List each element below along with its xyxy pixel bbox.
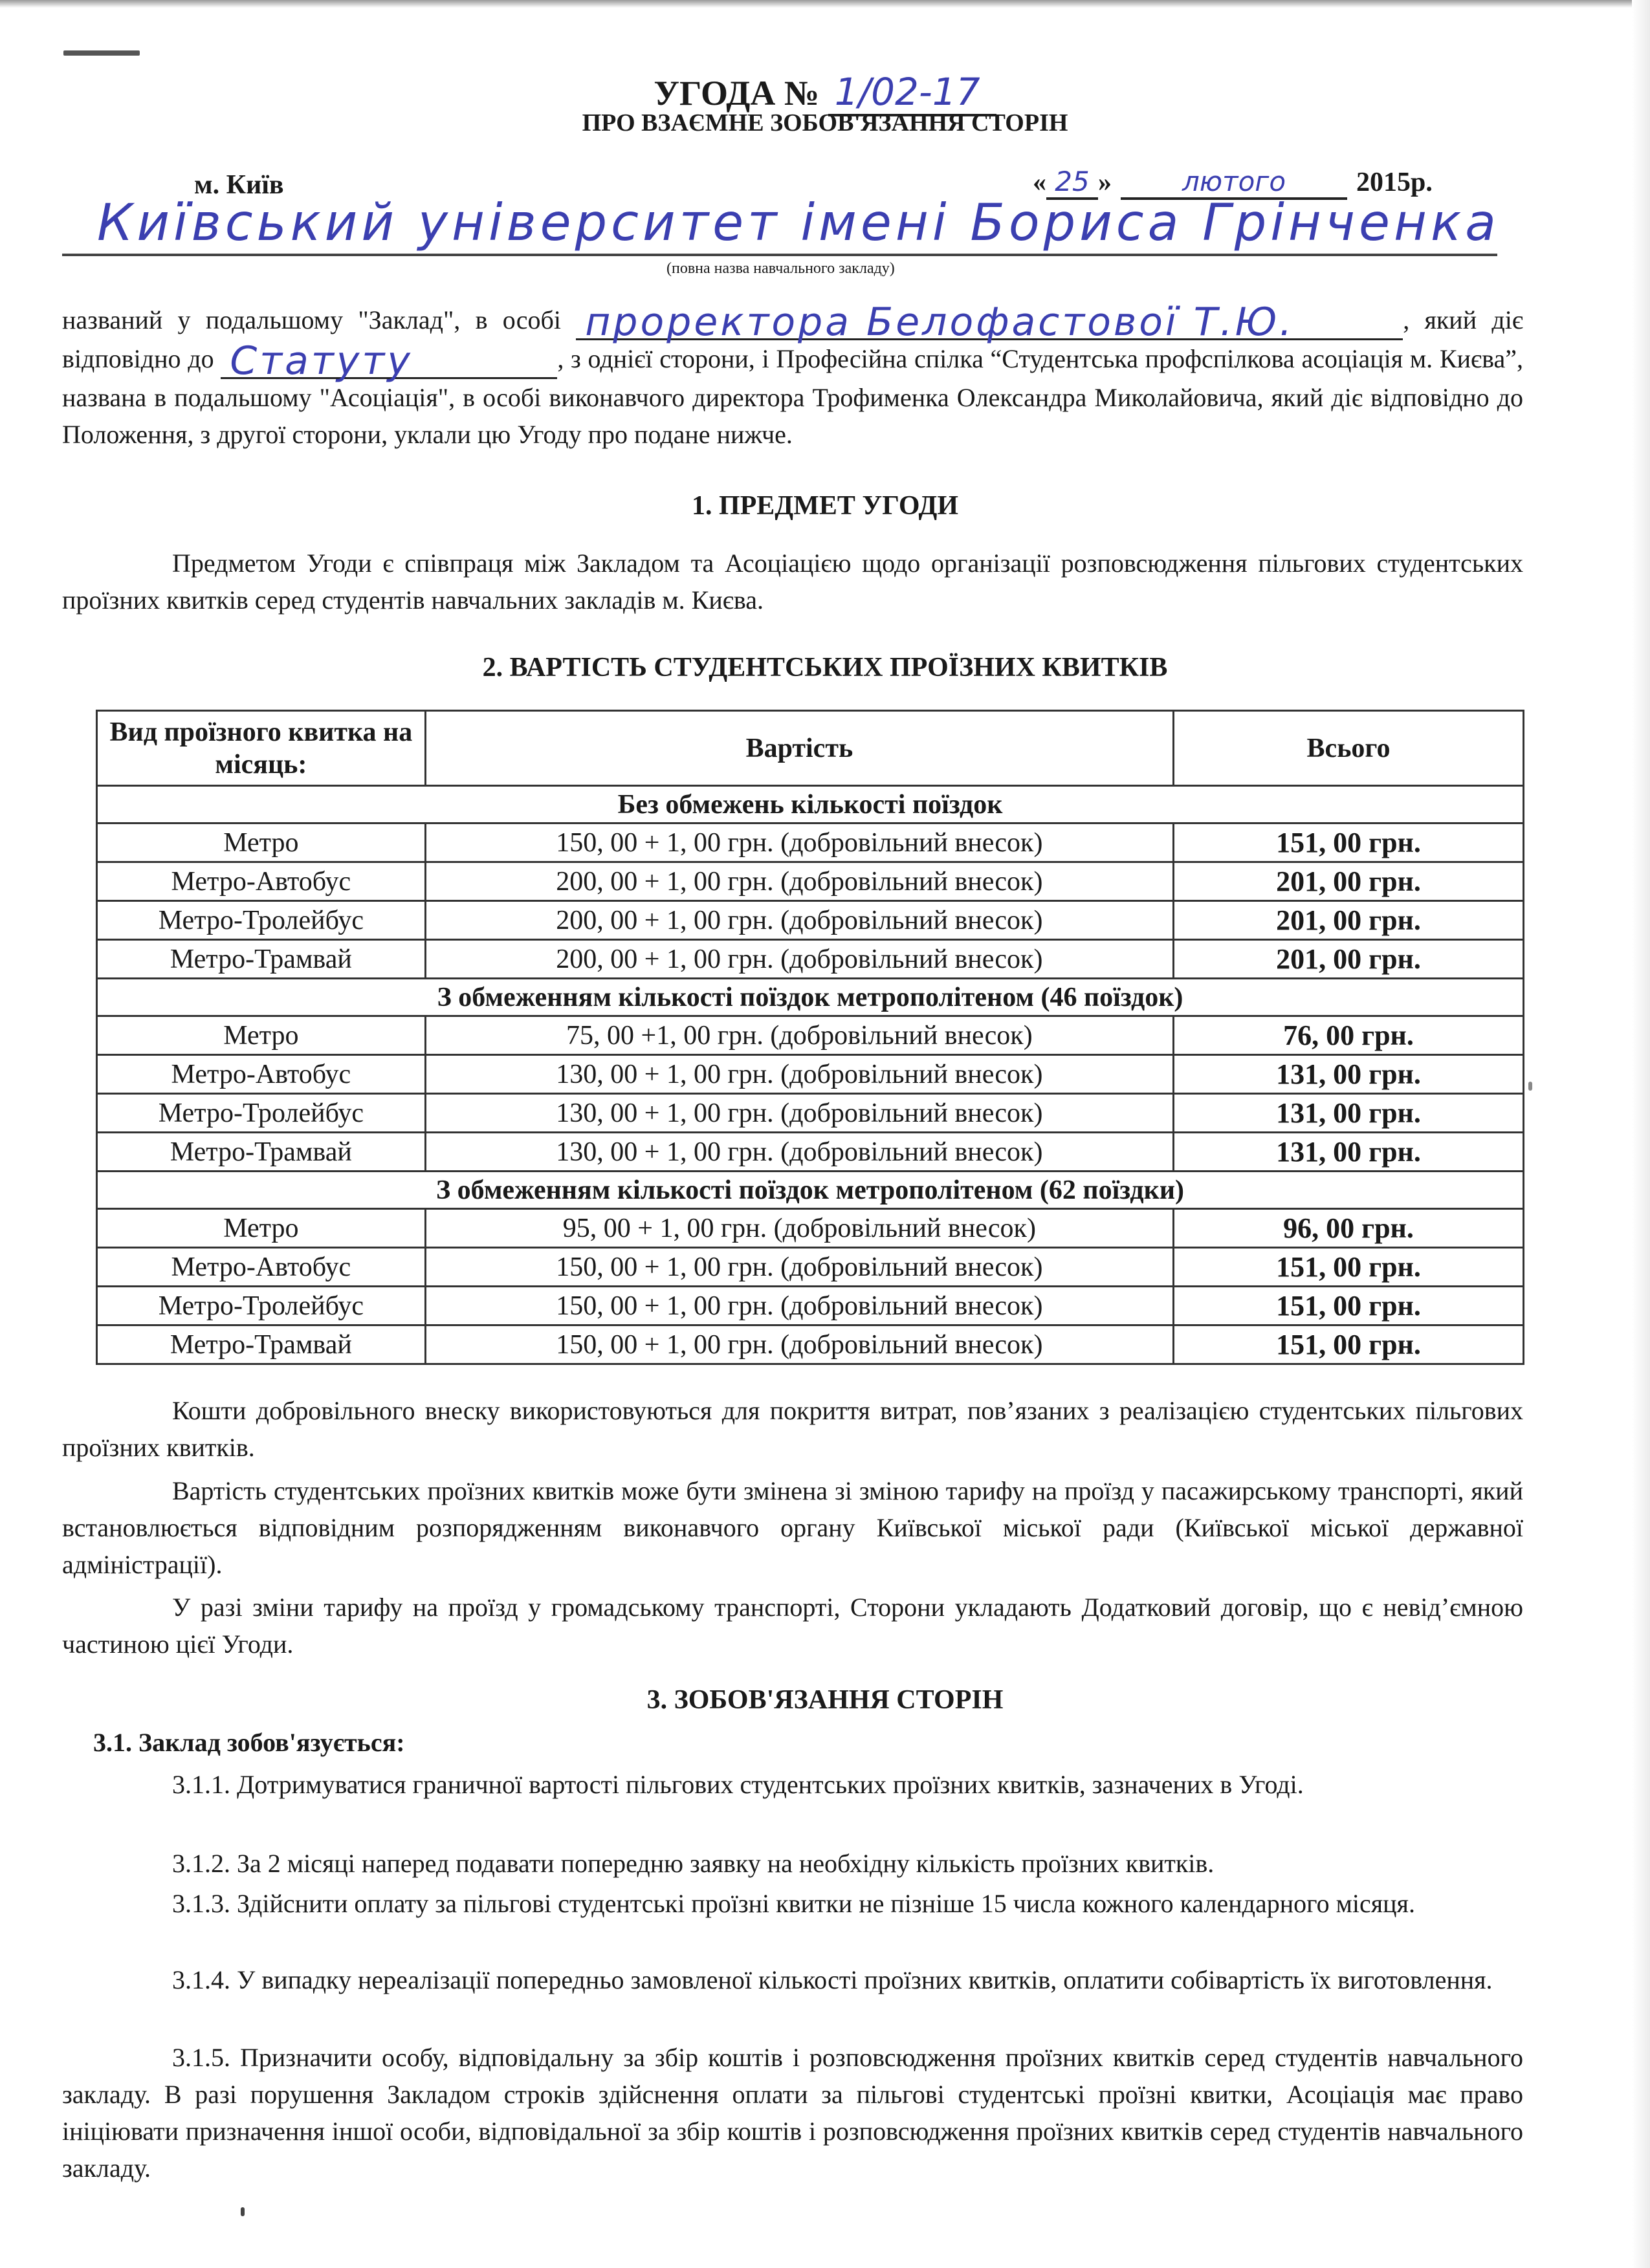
scan-top-edge [0, 0, 1650, 8]
basis-value: Статуту [230, 338, 413, 384]
group-title: З обмеженням кількості поїздок метрополітеном (46 поїздок) [97, 979, 1524, 1016]
header-ticket-type: Вид проїзного квитка на місяць: [97, 711, 426, 786]
table-row [97, 1248, 1524, 1287]
ticket-cost: 130, 00 + 1, 00 грн. (добровільний внесок) [425, 1055, 1173, 1094]
institution-name: Київський університет імені Бориса Грінченка [97, 194, 1500, 252]
agreement-number: 1/02-17 [828, 70, 996, 116]
section-3-1-subheading: 3.1. Заклад зобов'язується: [93, 1728, 405, 1757]
table-row [97, 1209, 1524, 1248]
table-row [97, 1287, 1524, 1325]
ticket-cost: 200, 00 + 1, 00 грн. (добровільний внесок) [425, 940, 1173, 979]
ticket-type: Метро [97, 1209, 426, 1248]
clause-3-1-1: 3.1.1. Дотримуватися граничної вартості пільгових студентських проїзних квитків, зазначених в Угоді. [172, 1770, 1304, 1799]
header-total: Всього [1174, 711, 1524, 786]
ticket-cost: 75, 00 +1, 00 грн. (добровільний внесок) [425, 1016, 1173, 1055]
ticket-type: Метро-Тролейбус [97, 1287, 426, 1325]
section-2-heading: 2. ВАРТІСТЬ СТУДЕНТСЬКИХ ПРОЇЗНИХ КВИТКІВ [482, 653, 1168, 682]
intro-text-1: названий у подальшому "Заклад", в особі [62, 305, 561, 334]
ticket-cost: 150, 00 + 1, 00 грн. (добровільний внесок) [425, 1325, 1173, 1364]
clause-3-1-2: 3.1.2. За 2 місяці наперед подавати попередню заявку на необхідну кількість проїзних квитків. [172, 1849, 1215, 1878]
header-cost: Вартість [425, 711, 1173, 786]
table-group-row [97, 786, 1524, 823]
table-row [97, 1133, 1524, 1172]
ticket-type: Метро-Автобус [97, 1248, 426, 1287]
table-group-row [97, 979, 1524, 1016]
clause-3-1-4: 3.1.4. У випадку нереалізації попередньо замовленої кількості проїзних квитків, оплатити собівартість їх виготовлення. [172, 1965, 1493, 1994]
ticket-cost: 130, 00 + 1, 00 грн. (добровільний внесок) [425, 1094, 1173, 1133]
ticket-cost: 200, 00 + 1, 00 грн. (добровільний внесок) [425, 901, 1173, 940]
scan-right-edge [1632, 0, 1650, 2268]
ticket-total: 151, 00 грн. [1174, 1287, 1524, 1325]
ticket-total: 201, 00 грн. [1174, 862, 1524, 901]
group-title: Без обмежень кількості поїздок [97, 786, 1524, 823]
group-title: З обмеженням кількості поїздок метрополітеном (62 поїздки) [97, 1172, 1524, 1209]
institution-caption: (повна назва навчального закладу) [666, 260, 895, 277]
ticket-type: Метро-Тролейбус [97, 901, 426, 940]
table-row [97, 1094, 1524, 1133]
table-row [97, 1016, 1524, 1055]
ticket-total: 151, 00 грн. [1174, 1248, 1524, 1287]
intro-paragraph [62, 301, 1523, 453]
ticket-total: 151, 00 грн. [1174, 1325, 1524, 1364]
clause-3-1-5: 3.1.5. Призначити особу, відповідальну за збір коштів і розповсюдження проїзних квитків серед студентів навчального закладу. В разі порушення Закладом строків здійснення оплати за пільгові студентські проїзні квитки, Асоціація має право ініціювати призначення іншої особи, відповідальної за збір коштів і розповсюдження проїзних квитків серед студентів навчального закладу. [62, 2043, 1523, 2183]
ticket-total: 201, 00 грн. [1174, 901, 1524, 940]
quote-close: » [1098, 168, 1112, 197]
date-year: 2015р. [1356, 168, 1433, 197]
table-row [97, 1325, 1524, 1364]
ticket-type: Метро-Трамвай [97, 1133, 426, 1172]
table-row [97, 862, 1524, 901]
quote-open: « [1033, 168, 1046, 197]
ticket-cost: 150, 00 + 1, 00 грн. (добровільний внесок) [425, 1248, 1173, 1287]
ticket-type: Метро-Тролейбус [97, 1094, 426, 1133]
ticket-type: Метро [97, 823, 426, 862]
scan-speck [1528, 1082, 1532, 1091]
table-header-row [97, 711, 1524, 786]
ticket-cost: 200, 00 + 1, 00 грн. (добровільний внесок) [425, 862, 1173, 901]
ticket-total: 131, 00 грн. [1174, 1055, 1524, 1094]
ticket-total: 201, 00 грн. [1174, 940, 1524, 979]
ticket-cost: 150, 00 + 1, 00 грн. (добровільний внесок) [425, 823, 1173, 862]
section-2-paragraph-1: Кошти добровільного внеску використовуються для покриття витрат, пов’язаних з реалізацією студентських пільгових проїзних квитків. [62, 1396, 1523, 1462]
ticket-total: 131, 00 грн. [1174, 1133, 1524, 1172]
table-row [97, 823, 1524, 862]
section-1-text: Предметом Угоди є співпраця між Закладом та Асоціацією щодо організації розповсюдження пільгових студентських проїзних квитків серед студентів навчальних закладів м. Києва. [62, 549, 1523, 615]
agreement-subtitle: ПРО ВЗАЄМНЕ ЗОБОВ'ЯЗАННЯ СТОРІН [582, 109, 1068, 136]
ticket-cost: 95, 00 + 1, 00 грн. (добровільний внесок) [425, 1209, 1173, 1248]
date-day: 25 [1046, 166, 1098, 200]
table-row [97, 1055, 1524, 1094]
institution-underline [62, 254, 1497, 256]
representative-value: проректора Белофастової Т.Ю. [585, 300, 1295, 345]
scan-speck [241, 2207, 245, 2216]
ticket-total: 131, 00 грн. [1174, 1094, 1524, 1133]
ticket-total: 151, 00 грн. [1174, 823, 1524, 862]
intro-text-4: , з однієї сторони, і Професійна спілка “Студентська профспілкова асоціація м. Києва”, названа в подальшому "Асоціація", в особі виконавчого директора Трофименка Олександра Миколайовича, який діє відповідно до Положення, з другої сторони, уклали цю Угоду про подане нижче. [62, 344, 1524, 449]
table-row [97, 901, 1524, 940]
date-month: лютого [1121, 166, 1347, 200]
section-2-paragraph-3: У разі зміни тарифу на проїзд у громадському транспорті, Сторони укладають Додатковий договір, що є невід’ємною частиною цієї Угоди. [62, 1593, 1523, 1659]
ticket-price-table [96, 710, 1524, 1365]
intro-text-3: який діє відповідно до [62, 305, 1524, 373]
ticket-total: 96, 00 грн. [1174, 1209, 1524, 1248]
ticket-type: Метро-Автобус [97, 1055, 426, 1094]
ticket-total: 76, 00 грн. [1174, 1016, 1524, 1055]
ticket-type: Метро-Автобус [97, 862, 426, 901]
ticket-cost: 150, 00 + 1, 00 грн. (добровільний внесок) [425, 1287, 1173, 1325]
section-1-heading: 1. ПРЕДМЕТ УГОДИ [691, 491, 959, 521]
staple-mark [63, 50, 140, 56]
representative-field [576, 300, 1403, 345]
ticket-type: Метро-Трамвай [97, 1325, 426, 1364]
ticket-type: Метро [97, 1016, 426, 1055]
table-row [97, 940, 1524, 979]
section-3-heading: 3. ЗОБОВ'ЯЗАННЯ СТОРІН [646, 1685, 1004, 1715]
ticket-cost: 130, 00 + 1, 00 грн. (добровільний внесок) [425, 1133, 1173, 1172]
table-group-row [97, 1172, 1524, 1209]
intro-comma: , [1403, 305, 1410, 334]
ticket-type: Метро-Трамвай [97, 940, 426, 979]
section-2-paragraph-2: Вартість студентських проїзних квитків може бути змінена зі зміною тарифу на проїзд у пасажирському транспорті, який встановлюється відповідним розпорядженням виконавчого органу Київської міської ради (Київської міської державної адміністрації). [62, 1476, 1523, 1579]
basis-field [221, 338, 557, 384]
clause-3-1-3: 3.1.3. Здійснити оплату за пільгові студентські проїзні квитки не пізніше 15 числа кожного календарного місяця. [172, 1889, 1415, 1918]
title-prefix: УГОДА № [654, 74, 820, 113]
city: м. Київ [194, 170, 284, 200]
